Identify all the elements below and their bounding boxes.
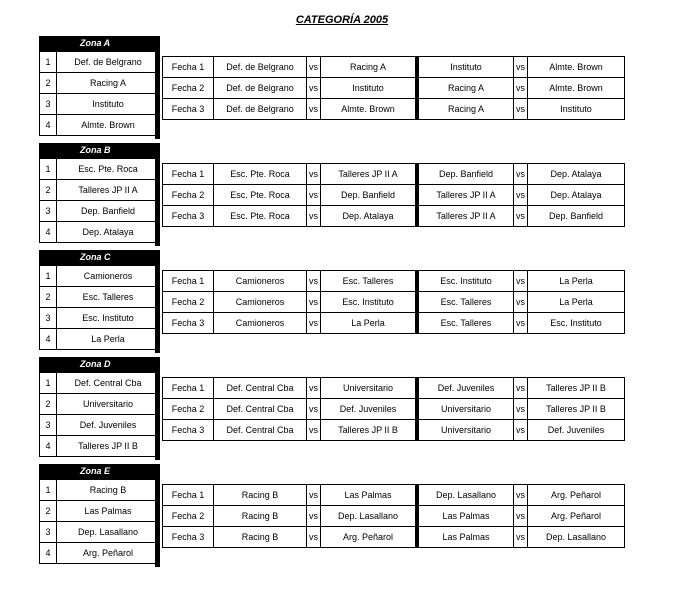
fecha-cell: Fecha 1 [163,485,214,506]
away-team-cell: Esc. Talleres [321,271,416,292]
vs-cell: vs [514,485,528,506]
fixture-row [163,271,625,292]
team-number: 3 [40,522,57,543]
team-row [40,287,160,308]
fecha-cell: Fecha 3 [163,420,214,441]
team-name: Dep. Banfield [57,201,160,222]
team-name: Dep. Lasallano [57,522,160,543]
home-team-cell: Racing B [214,506,307,527]
vs-cell: vs [514,399,528,420]
away-team-cell: Dep. Banfield [528,206,625,227]
zone-name: Zona B [80,145,111,155]
away-team-cell: Almte. Brown [321,99,416,120]
team-number: 2 [40,73,57,94]
zone-name: Zona C [80,252,111,262]
away-team-cell: Racing A [321,57,416,78]
fixtures-table [162,163,625,227]
away-team-cell: Dep. Atalaya [528,185,625,206]
vs-cell: vs [307,164,321,185]
vs-cell: vs [307,206,321,227]
team-name: Esc. Instituto [57,308,160,329]
home-team-cell: Instituto [419,57,514,78]
home-team-cell: Racing A [419,78,514,99]
away-team-cell: Arg. Peñarol [321,527,416,548]
away-team-cell: Talleres JP II B [321,420,416,441]
vs-cell: vs [307,185,321,206]
away-team-cell: Arg. Peñarol [528,485,625,506]
fixture-row [163,78,625,99]
away-team-cell: Talleres JP II A [321,164,416,185]
away-team-cell: Las Palmas [321,485,416,506]
zone-header [39,250,160,265]
away-team-cell: Instituto [321,78,416,99]
vs-cell: vs [514,185,528,206]
team-number: 1 [40,373,57,394]
vs-cell: vs [514,78,528,99]
home-team-cell: Def. Central Cba [214,399,307,420]
fixture-row [163,57,625,78]
team-name: Esc. Pte. Roca [57,159,160,180]
vs-cell: vs [514,506,528,527]
zone-side-bar [155,51,160,139]
away-team-cell: Esc. Instituto [528,313,625,334]
team-row [40,415,160,436]
away-team-cell: Esc. Instituto [321,292,416,313]
team-name: Racing A [57,73,160,94]
home-team-cell: Camioneros [214,313,307,334]
home-team-cell: Talleres JP II A [419,206,514,227]
fixture-row [163,420,625,441]
fixture-row [163,185,625,206]
zone-header [39,143,160,158]
home-team-cell: Def. Juveniles [419,378,514,399]
team-row [40,180,160,201]
fixture-row [163,485,625,506]
team-name: Talleres JP II B [57,436,160,457]
fixtures-table [162,484,625,548]
fecha-cell: Fecha 2 [163,399,214,420]
team-row [40,159,160,180]
fixture-row [163,99,625,120]
fecha-cell: Fecha 3 [163,206,214,227]
team-row [40,308,160,329]
fecha-cell: Fecha 3 [163,313,214,334]
teams-table [39,372,160,457]
team-row [40,394,160,415]
home-team-cell: Camioneros [214,292,307,313]
team-name: Talleres JP II A [57,180,160,201]
team-name: Universitario [57,394,160,415]
home-team-cell: Dep. Lasallano [419,485,514,506]
team-name: Almte. Brown [57,115,160,136]
away-team-cell: Universitario [321,378,416,399]
vs-cell: vs [514,313,528,334]
vs-cell: vs [307,313,321,334]
home-team-cell: Esc. Talleres [419,292,514,313]
zone-block [39,36,160,143]
home-team-cell: Las Palmas [419,527,514,548]
fixture-row [163,378,625,399]
home-team-cell: Racing A [419,99,514,120]
vs-cell: vs [307,99,321,120]
zone-name: Zona E [80,466,111,476]
team-number: 3 [40,415,57,436]
fixture-row [163,399,625,420]
team-row [40,115,160,136]
fecha-cell: Fecha 2 [163,185,214,206]
team-number: 2 [40,394,57,415]
fecha-cell: Fecha 1 [163,57,214,78]
home-team-cell: Def. Central Cba [214,420,307,441]
fixture-row [163,164,625,185]
vs-cell: vs [307,506,321,527]
vs-cell: vs [514,420,528,441]
vs-cell: vs [307,78,321,99]
team-name: Def. Juveniles [57,415,160,436]
home-team-cell: Def. de Belgrano [214,57,307,78]
zone-block [39,464,160,571]
zone-block [39,357,160,464]
fixtures-table [162,56,625,120]
vs-cell: vs [514,99,528,120]
away-team-cell: Talleres JP II B [528,399,625,420]
fixture-row [163,292,625,313]
vs-cell: vs [307,57,321,78]
fixtures-table [162,270,625,334]
away-team-cell: La Perla [528,292,625,313]
team-number: 3 [40,308,57,329]
team-name: Dep. Atalaya [57,222,160,243]
team-name: Instituto [57,94,160,115]
team-number: 1 [40,480,57,501]
away-team-cell: La Perla [528,271,625,292]
team-row [40,373,160,394]
team-number: 1 [40,159,57,180]
vs-cell: vs [307,271,321,292]
away-team-cell: Instituto [528,99,625,120]
fecha-cell: Fecha 1 [163,271,214,292]
team-row [40,480,160,501]
team-row [40,266,160,287]
team-number: 4 [40,329,57,350]
home-team-cell: Camioneros [214,271,307,292]
fixture-row [163,313,625,334]
away-team-cell: Def. Juveniles [321,399,416,420]
vs-cell: vs [514,206,528,227]
teams-table [39,51,160,136]
team-row [40,436,160,457]
home-team-cell: Esc. Instituto [419,271,514,292]
vs-cell: vs [514,271,528,292]
fecha-cell: Fecha 1 [163,378,214,399]
away-team-cell: La Perla [321,313,416,334]
team-number: 4 [40,222,57,243]
team-number: 1 [40,266,57,287]
zone-block [39,250,160,357]
team-name: Camioneros [57,266,160,287]
team-number: 4 [40,543,57,564]
home-team-cell: Def. de Belgrano [214,78,307,99]
away-team-cell: Almte. Brown [528,57,625,78]
team-number: 2 [40,501,57,522]
home-team-cell: Esc. Talleres [419,313,514,334]
zone-header [39,464,160,479]
team-name: La Perla [57,329,160,350]
home-team-cell: Racing B [214,527,307,548]
away-team-cell: Dep. Lasallano [528,527,625,548]
team-row [40,329,160,350]
team-row [40,222,160,243]
teams-table [39,479,160,564]
fixture-row [163,527,625,548]
vs-cell: vs [307,485,321,506]
home-team-cell: Def. Central Cba [214,378,307,399]
fecha-cell: Fecha 3 [163,527,214,548]
zone-side-bar [155,158,160,246]
home-team-cell: Universitario [419,399,514,420]
home-team-cell: Universitario [419,420,514,441]
team-number: 3 [40,201,57,222]
team-row [40,201,160,222]
zone-name: Zona D [80,359,111,369]
fixture-row [163,506,625,527]
teams-table [39,158,160,243]
away-team-cell: Dep. Lasallano [321,506,416,527]
fixture-row [163,206,625,227]
home-team-cell: Talleres JP II A [419,185,514,206]
vs-cell: vs [307,527,321,548]
team-row [40,73,160,94]
vs-cell: vs [514,57,528,78]
home-team-cell: Esc. Pte. Roca [214,185,307,206]
team-number: 2 [40,180,57,201]
team-name: Las Palmas [57,501,160,522]
vs-cell: vs [514,378,528,399]
team-name: Def. de Belgrano [57,52,160,73]
team-name: Esc. Talleres [57,287,160,308]
zone-header [39,36,160,51]
away-team-cell: Def. Juveniles [528,420,625,441]
team-number: 3 [40,94,57,115]
team-number: 2 [40,287,57,308]
page-title: CATEGORÍA 2005 [295,14,389,26]
vs-cell: vs [307,292,321,313]
zone-name: Zona A [80,38,111,48]
fecha-cell: Fecha 1 [163,164,214,185]
team-row [40,52,160,73]
home-team-cell: Las Palmas [419,506,514,527]
away-team-cell: Talleres JP II B [528,378,625,399]
vs-cell: vs [307,399,321,420]
zone-header [39,357,160,372]
fecha-cell: Fecha 2 [163,292,214,313]
zone-side-bar [155,372,160,460]
team-number: 1 [40,52,57,73]
away-team-cell: Almte. Brown [528,78,625,99]
vs-cell: vs [514,164,528,185]
team-row [40,522,160,543]
home-team-cell: Esc. Pte. Roca [214,164,307,185]
fixtures-table [162,377,625,441]
home-team-cell: Def. de Belgrano [214,99,307,120]
team-name: Def. Central Cba [57,373,160,394]
zone-side-bar [155,479,160,567]
teams-table [39,265,160,350]
away-team-cell: Arg. Peñarol [528,506,625,527]
home-team-cell: Racing B [214,485,307,506]
away-team-cell: Dep. Atalaya [528,164,625,185]
fecha-cell: Fecha 2 [163,78,214,99]
vs-cell: vs [514,292,528,313]
away-team-cell: Dep. Banfield [321,185,416,206]
team-row [40,543,160,564]
vs-cell: vs [307,420,321,441]
home-team-cell: Esc. Pte. Roca [214,206,307,227]
zone-block [39,143,160,250]
fecha-cell: Fecha 2 [163,506,214,527]
zone-side-bar [155,265,160,353]
team-name: Racing B [57,480,160,501]
away-team-cell: Dep. Atalaya [321,206,416,227]
home-team-cell: Dep. Banfield [419,164,514,185]
vs-cell: vs [514,527,528,548]
fecha-cell: Fecha 3 [163,99,214,120]
team-row [40,94,160,115]
team-number: 4 [40,115,57,136]
team-name: Arg. Peñarol [57,543,160,564]
team-row [40,501,160,522]
vs-cell: vs [307,378,321,399]
team-number: 4 [40,436,57,457]
